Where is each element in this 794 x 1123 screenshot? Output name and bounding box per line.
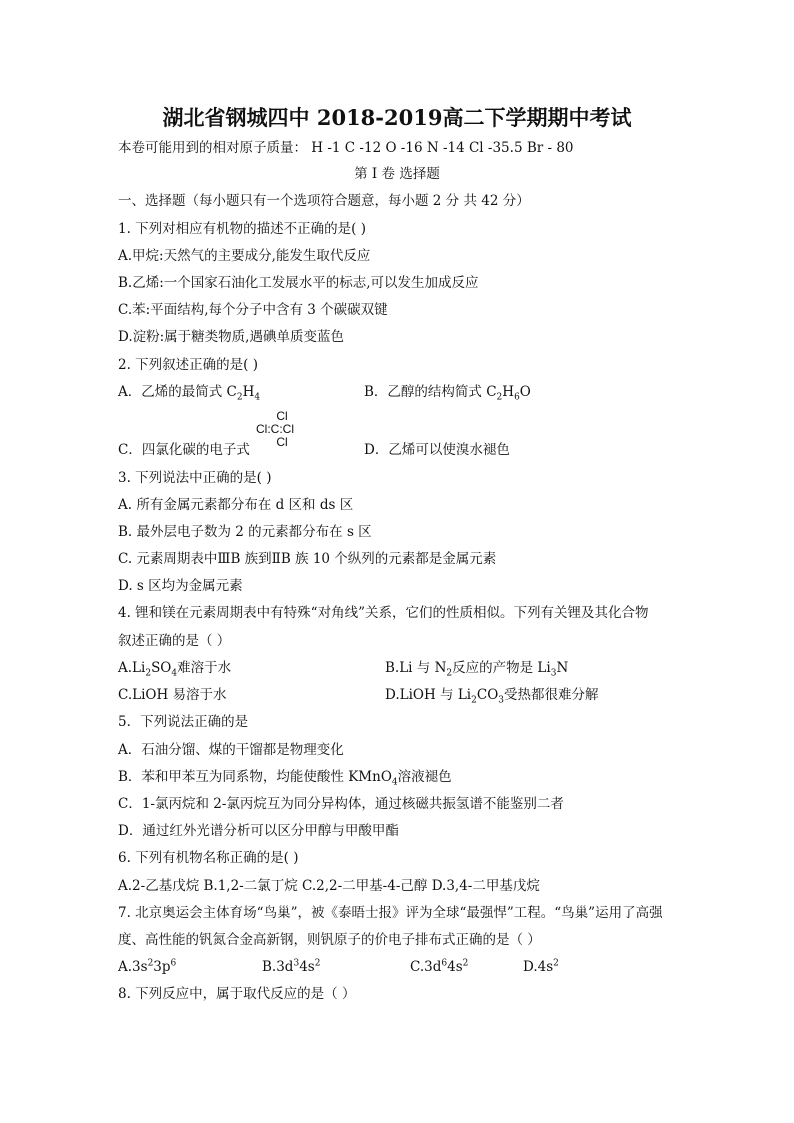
q7-option-c: $C.3d^64s^2$ xyxy=(410,958,469,975)
q3-option-c: C. 元素周期表中ⅢB 族到ⅡB 族 10 个纵列的元素都是金属元素 xyxy=(118,551,497,567)
q7-stem-line1: 7. 北京奥运会主体育场“鸟巢”，被《泰晤士报》评为全球“最强悍”工程。“鸟巢”运用了高强 xyxy=(118,905,663,921)
q5-option-d: D．通过红外光谱分析可以区分甲醇与甲酸甲酯 xyxy=(118,823,399,839)
q5-option-c: C．1-氯丙烷和 2-氯丙烷互为同分异构体，通过核磁共振氢谱不能鉴别二者 xyxy=(118,796,564,812)
atomic-masses-line: 本卷可能用到的相对原子质量： H -1 C -12 O -16 N -14 Cl -35.5 Br - 80 xyxy=(118,140,574,156)
ccl4-electron-formula xyxy=(256,410,308,449)
q7-stem-line2: 度、高性能的钒氮合金高新钢，则钒原子的价电子排布式正确的是（ ） xyxy=(118,932,541,948)
q5-option-b: B．苯和甲苯互为同系物，均能使酸性 KMnO$_4$溶液褪色 xyxy=(118,769,452,788)
q2-stem: 2. 下列叙述正确的是( ) xyxy=(118,357,258,373)
q6-options: A.2-乙基戊烷 B.1,2-二氯丁烷 C.2,2-二甲基-4-己醇 D.3,4-二甲基戊烷 xyxy=(118,878,540,894)
lewis-bottom-cl: Cl xyxy=(276,435,288,449)
q8-stem: 8. 下列反应中，属于取代反应的是（ ） xyxy=(118,986,356,1002)
q7-option-b: $B.3d^34s^2$ xyxy=(262,958,321,975)
q3-option-a: A. 所有金属元素都分布在 d 区和 ds 区 xyxy=(118,497,354,513)
lewis-top-cl: Cl xyxy=(276,409,288,423)
q3-option-b: B. 最外层电子数为 2 的元素都分布在 s 区 xyxy=(118,524,372,540)
q2-option-a: A．乙烯的最简式 $C_2H_4$ xyxy=(118,384,261,403)
q4-stem-line1: 4. 锂和镁在元素周期表中有特殊“对角线”关系，它们的性质相似。下列有关锂及其化合物 xyxy=(118,605,649,621)
q3-option-d: D. s 区均为金属元素 xyxy=(118,578,243,594)
q7-option-d: $D.4s^2$ xyxy=(523,958,559,975)
q4-stem-line2: 叙述正确的是（ ） xyxy=(118,633,231,649)
q2-option-b: B．乙醇的结构简式 $C_2H_6O$ xyxy=(364,384,531,403)
q1-stem: 1. 下列对相应有机物的描述不正确的是( ) xyxy=(118,221,366,237)
q6-stem: 6. 下列有机物名称正确的是( ) xyxy=(118,850,299,866)
q1-option-b: B.乙烯:一个国家石油化工发展水平的标志,可以发生加成反应 xyxy=(118,275,479,291)
section-instruction: 一、选择题（每小题只有一个选项符合题意，每小题 2 分 共 42 分） xyxy=(118,193,530,209)
section-title: 第 I 卷 选择题 xyxy=(354,166,440,182)
q1-option-c: C.苯:平面结构,每个分子中含有 3 个碳碳双键 xyxy=(118,302,388,318)
q4-option-b: B.Li 与 $N_2$反应的产物是 $Li_3N$ xyxy=(385,660,569,679)
q1-option-a: A.甲烷:天然气的主要成分,能发生取代反应 xyxy=(118,248,371,264)
q2-option-d: D．乙烯可以使溴水褪色 xyxy=(364,442,510,458)
exam-title: 湖北省钢城四中 2018-2019高二下学期期中考试 xyxy=(162,105,632,130)
q4-option-a: $A.Li_2SO_4$难溶于水 xyxy=(118,660,232,679)
q1-option-d: D.淀粉:属于糖类物质,遇碘单质变蓝色 xyxy=(118,329,344,345)
q4-option-c: C.LiOH 易溶于水 xyxy=(118,687,227,703)
q3-stem: 3. 下列说法中正确的是( ) xyxy=(118,470,272,486)
q2-option-c: C．四氯化碳的电子式 xyxy=(118,442,250,458)
lewis-middle-row: Cl:C:Cl xyxy=(256,422,294,436)
q7-option-a: $A.3s^23p^6$ xyxy=(118,958,177,975)
q5-stem: 5．下列说法正确的是 xyxy=(118,714,249,730)
q5-option-a: A．石油分馏、煤的干馏都是物理变化 xyxy=(118,742,344,758)
q4-option-d: D.LiOH 与 $Li_2CO_3$受热都很难分解 xyxy=(385,687,599,706)
